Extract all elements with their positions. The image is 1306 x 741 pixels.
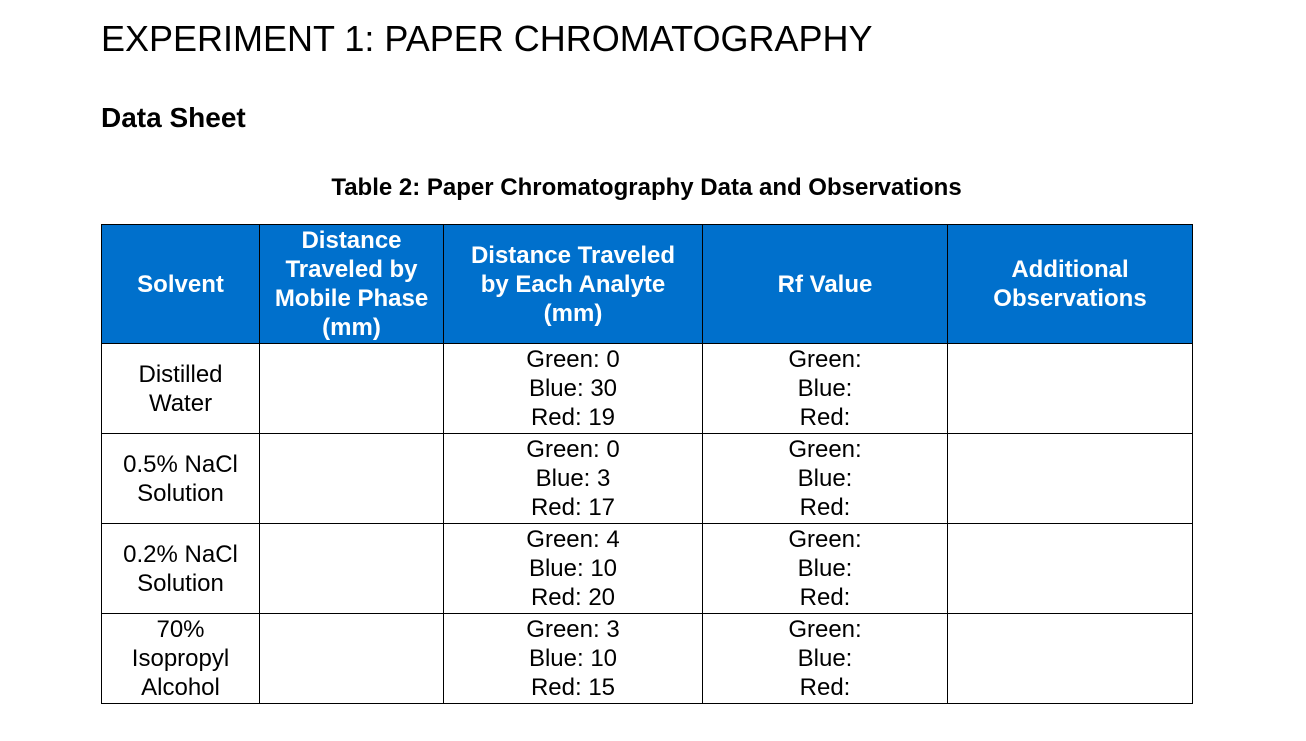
analyte-cell: [444, 614, 703, 704]
analyte-red: Red: 19: [530, 404, 616, 431]
analyte-green: Green: 4: [526, 526, 620, 553]
rf-green: Green:: [788, 346, 862, 373]
header-additional-observations: Additional Observations: [948, 225, 1193, 344]
rf-green: Green:: [788, 526, 862, 553]
header-analyte-distance: Distance Traveled by Each Analyte (mm): [444, 225, 703, 344]
table-row: [102, 434, 1193, 524]
observations-cell[interactable]: [948, 344, 1193, 434]
rf-blue: Blue:: [797, 465, 853, 492]
header-solvent: Solvent: [102, 225, 260, 344]
rf-cell[interactable]: [703, 344, 948, 434]
observations-cell[interactable]: [948, 434, 1193, 524]
header-rf-value: Rf Value: [703, 225, 948, 344]
rf-blue: Blue:: [797, 645, 853, 672]
rf-cell[interactable]: [703, 434, 948, 524]
analyte-blue: Blue: 10: [528, 555, 618, 582]
rf-cell[interactable]: [703, 524, 948, 614]
analyte-cell: [444, 434, 703, 524]
mobile-phase-cell[interactable]: [260, 434, 444, 524]
analyte-red: Red: 15: [530, 674, 616, 701]
rf-red: Red:: [799, 404, 851, 431]
analyte-green: Green: 3: [526, 616, 620, 643]
table-row: [102, 344, 1193, 434]
header-mobile-phase-distance: Distance Traveled by Mobile Phase (mm): [260, 225, 444, 344]
solvent-cell: 0.2% NaCl Solution: [102, 524, 260, 614]
rf-cell[interactable]: [703, 614, 948, 704]
table-header-row: [102, 225, 1193, 344]
solvent-cell: 0.5% NaCl Solution: [102, 434, 260, 524]
section-title: Data Sheet: [101, 102, 246, 133]
chromatography-data-table: [101, 224, 1193, 704]
analyte-blue: Blue: 10: [528, 645, 618, 672]
rf-blue: Blue:: [797, 555, 853, 582]
rf-blue: Blue:: [797, 375, 853, 402]
solvent-cell: 70% Isopropyl Alcohol: [102, 614, 260, 704]
rf-green: Green:: [788, 436, 862, 463]
rf-red: Red:: [799, 674, 851, 701]
rf-red: Red:: [799, 584, 851, 611]
table-caption: Table 2: Paper Chromatography Data and Observations: [331, 174, 962, 201]
mobile-phase-cell[interactable]: [260, 524, 444, 614]
analyte-green: Green: 0: [526, 346, 620, 373]
document-title: EXPERIMENT 1: PAPER CHROMATOGRAPHY: [101, 18, 873, 59]
analyte-blue: Blue: 30: [528, 375, 618, 402]
solvent-cell: Distilled Water: [102, 344, 260, 434]
rf-green: Green:: [788, 616, 862, 643]
analyte-green: Green: 0: [526, 436, 620, 463]
mobile-phase-cell[interactable]: [260, 344, 444, 434]
analyte-cell: [444, 524, 703, 614]
analyte-blue: Blue: 3: [535, 465, 611, 492]
mobile-phase-cell[interactable]: [260, 614, 444, 704]
analyte-cell: [444, 344, 703, 434]
table-row: [102, 614, 1193, 704]
analyte-red: Red: 17: [530, 494, 616, 521]
table-row: [102, 524, 1193, 614]
analyte-red: Red: 20: [530, 584, 616, 611]
observations-cell[interactable]: [948, 614, 1193, 704]
observations-cell[interactable]: [948, 524, 1193, 614]
rf-red: Red:: [799, 494, 851, 521]
